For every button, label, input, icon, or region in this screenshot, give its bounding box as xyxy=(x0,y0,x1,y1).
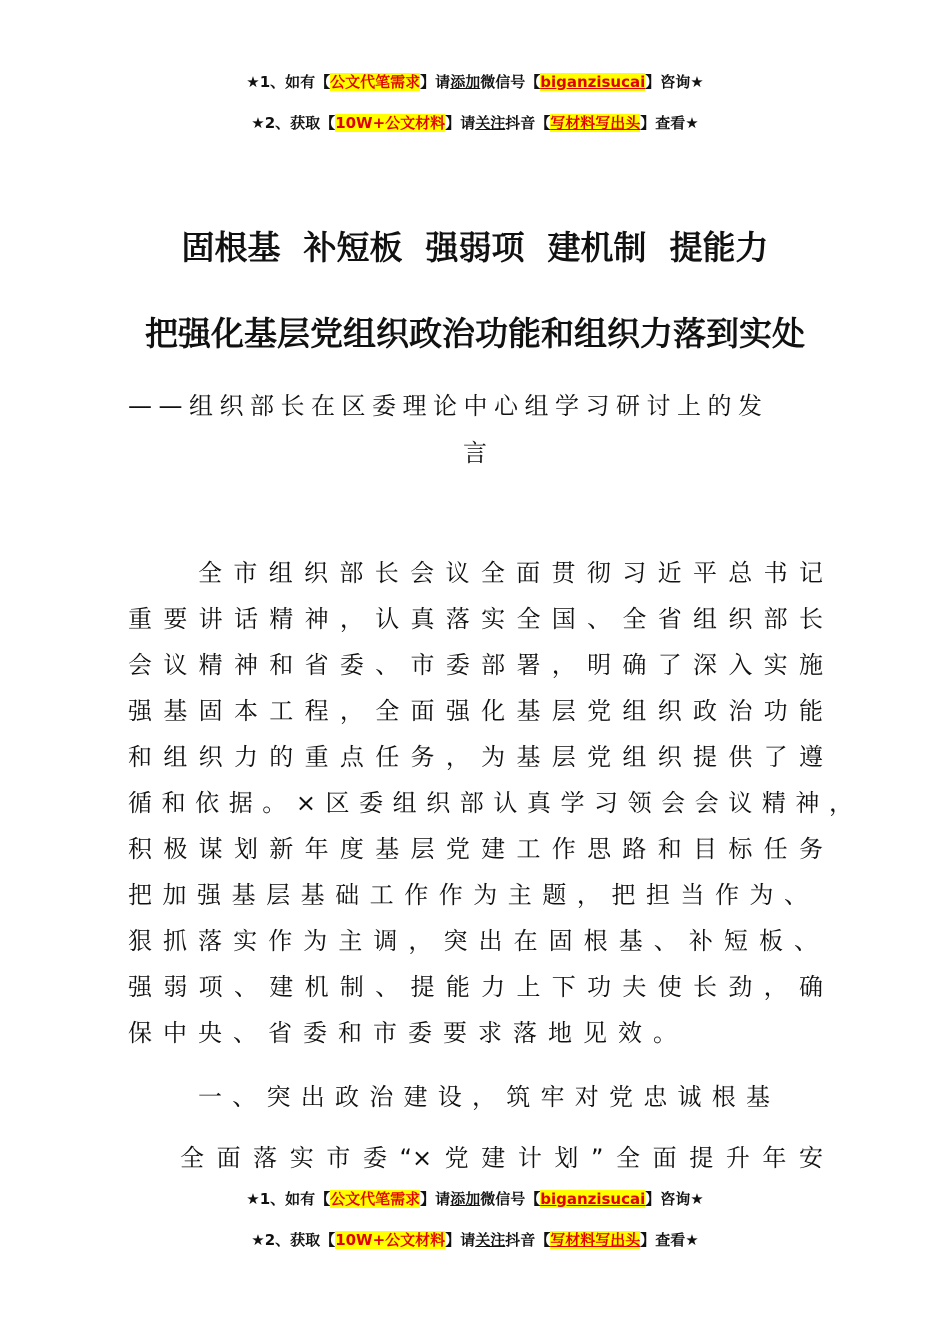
body-line: 把加强基层基础工作作为主题，把担当作为、 xyxy=(128,881,808,909)
body-line: 全面落实市委“×党建计划”全面提升年安 xyxy=(180,1144,823,1172)
promo-footer-line-2: ★2、获取【10W+公文材料】请关注抖音【写材料写出头】查看★ xyxy=(251,1231,699,1249)
body-line: 狠抓落实作为主调，突出在固根基、补短板、 xyxy=(128,927,818,955)
body-line: 重要讲话精神，认真落实全国、全省组织部长 xyxy=(128,605,823,633)
promo-line-2: ★2、获取【10W+公文材料】请关注抖音【写材料写出头】查看★ xyxy=(251,114,699,132)
promo-footer-line-1: ★1、如有【公文代笔需求】请添加微信号【biganzisucai】咨询★ xyxy=(246,1190,704,1208)
section-heading: 一、突出政治建设，筑牢对党忠诚根基 xyxy=(198,1083,770,1111)
body-line: 循和依据。×区委组织部认真学习领会会议精神， xyxy=(128,789,853,817)
body-line: 和组织力的重点任务，为基层党组织提供了遵 xyxy=(128,743,823,771)
body-line: 积极谋划新年度基层党建工作思路和目标任务 xyxy=(128,835,823,863)
body-line: 强弱项、建机制、提能力上下功夫使长劲，确 xyxy=(128,973,823,1001)
subtitle-line-1: ——组织部长在区委理论中心组学习研讨上的发 xyxy=(128,392,769,420)
subtitle-line-2: 言 xyxy=(463,439,487,467)
body-line: 全市组织部长会议全面贯彻习近平总书记 xyxy=(198,559,823,587)
title-line-1: 固根基 补短板 强弱项 建机制 提能力 xyxy=(181,228,769,267)
promo-line-1: ★1、如有【公文代笔需求】请添加微信号【biganzisucai】咨询★ xyxy=(246,73,704,91)
body-line: 会议精神和省委、市委部署，明确了深入实施 xyxy=(128,651,823,679)
wechat-id: biganzisucai xyxy=(540,73,646,91)
body-line: 保中央、省委和市委要求落地见效。 xyxy=(128,1019,688,1047)
title-line-2: 把强化基层党组织政治功能和组织力落到实处 xyxy=(145,314,805,353)
body-line: 强基固本工程，全面强化基层党组织政治功能 xyxy=(128,697,823,725)
